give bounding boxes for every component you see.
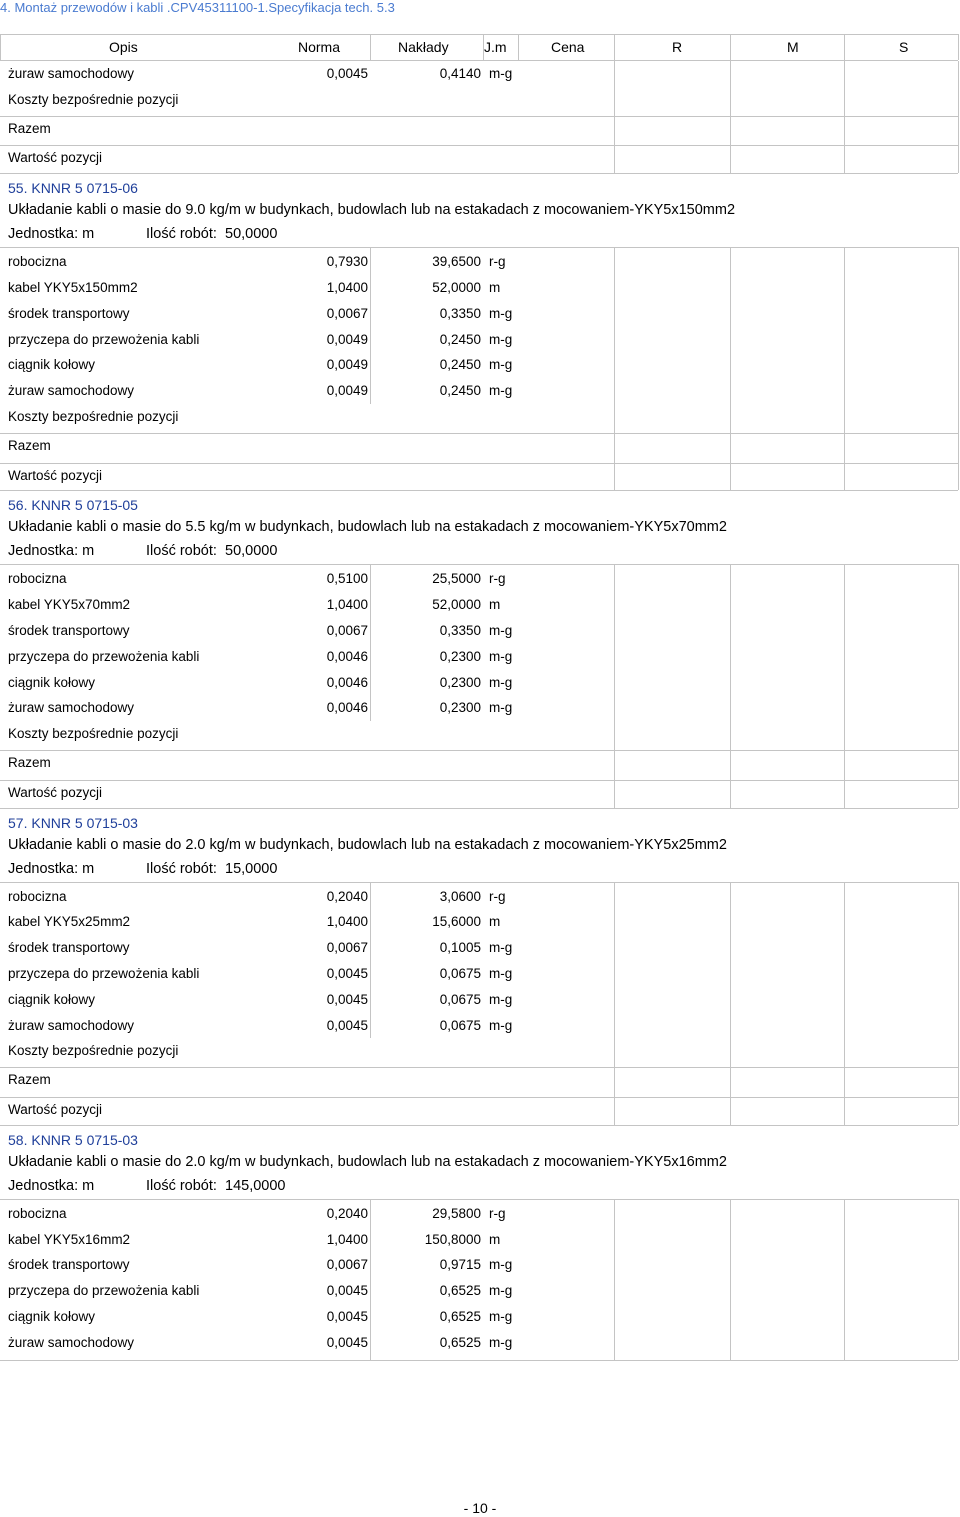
naklady-value: 150,8000	[424, 1231, 481, 1247]
norma-value: 0,7930	[326, 254, 368, 270]
resource-name: ciągnik kołowy	[8, 357, 96, 373]
section-description: Układanie kabli o masie do 2.0 kg/m w budynkach, budowlach lub na estakadach z mocowaniem-YKY5x16mm2	[8, 1153, 727, 1170]
column-divider	[844, 882, 845, 1125]
naklady-value: 0,1005	[439, 940, 481, 956]
resource-name: kabel YKY5x70mm2	[8, 597, 131, 613]
unit-value: m-g	[489, 1017, 513, 1033]
resource-name: środek transportowy	[8, 623, 130, 638]
quantity-value: 15,0000	[225, 860, 278, 877]
naklady-value: 0,2300	[439, 674, 481, 690]
column-divider	[730, 1199, 731, 1360]
unit-value: m-g	[489, 966, 513, 981]
column-divider	[844, 61, 845, 173]
column-divider	[730, 61, 731, 173]
unit-label: Jednostka: m	[8, 226, 95, 243]
quantity-value: 145,0000	[225, 1177, 286, 1194]
wartosc-label: Wartość pozycji	[8, 467, 103, 483]
quantity-value: 50,0000	[225, 543, 278, 560]
column-divider	[730, 564, 731, 807]
norma-value: 1,0400	[326, 280, 368, 295]
unit-value: m-g	[489, 1257, 513, 1273]
unit-value: m-g	[489, 991, 513, 1007]
column-norma: Norma	[298, 39, 341, 55]
naklady-value: 0,6525	[439, 1334, 481, 1350]
resource-name: żuraw samochodowy	[8, 66, 135, 81]
column-divider	[370, 247, 371, 404]
quantity-label: Ilość robót:	[146, 860, 217, 877]
unit-value: r-g	[489, 1205, 506, 1221]
unit-value: m-g	[489, 305, 513, 321]
column-divider	[958, 882, 959, 1125]
section-description: Układanie kabli o masie do 2.0 kg/m w budynkach, budowlach lub na estakadach z mocowaniem-YKY5x25mm2	[8, 836, 727, 853]
naklady-value: 0,2450	[439, 331, 481, 347]
wartosc-label: Wartość pozycji	[8, 1102, 103, 1117]
resource-name: przyczepa do przewożenia kabli	[8, 331, 200, 347]
norma-value: 0,0045	[326, 1283, 368, 1299]
naklady-value: 15,6000	[432, 914, 481, 930]
resource-name: przyczepa do przewożenia kabli	[8, 648, 200, 664]
column-divider	[370, 564, 371, 721]
naklady-value: 0,4140	[439, 66, 481, 81]
naklady-value: 0,2300	[439, 700, 481, 716]
resource-name: żuraw samochodowy	[8, 1334, 135, 1350]
column-divider	[483, 34, 484, 60]
norma-value: 0,0045	[326, 1017, 368, 1033]
resource-name: ciągnik kołowy	[8, 1309, 96, 1324]
column-divider	[370, 1199, 371, 1360]
naklady-value: 0,0675	[439, 1017, 481, 1033]
column-divider	[518, 34, 519, 60]
norma-value: 0,0046	[326, 700, 368, 716]
section-description: Układanie kabli o masie do 9.0 kg/m w budynkach, budowlach lub na estakadach z mocowaniem-YKY5x150mm2	[8, 202, 736, 219]
unit-label: Jednostka: m	[8, 543, 95, 560]
column-header-row	[0, 34, 960, 60]
column-divider	[844, 564, 845, 807]
row-divider	[0, 780, 958, 781]
column-divider	[370, 882, 371, 1039]
column-divider	[958, 34, 959, 60]
norma-value: 0,0046	[326, 648, 368, 664]
koszty-label: Koszty bezpośrednie pozycji	[8, 409, 179, 424]
unit-value: m-g	[489, 66, 513, 81]
naklady-value: 25,5000	[432, 571, 481, 587]
naklady-value: 0,3350	[439, 305, 481, 321]
column-opis: Opis	[109, 39, 138, 55]
naklady-value: 0,0675	[439, 966, 481, 981]
norma-value: 0,0067	[326, 1257, 368, 1273]
naklady-value: 0,2300	[439, 648, 481, 664]
unit-value: m-g	[489, 331, 513, 347]
naklady-value: 0,6525	[439, 1283, 481, 1299]
row-divider	[0, 750, 958, 751]
section-title: 56. KNNR 5 0715-05	[8, 497, 138, 514]
wartosc-label: Wartość pozycji	[8, 150, 103, 166]
naklady-value: 3,0600	[439, 888, 481, 904]
row-divider	[0, 173, 958, 174]
naklady-value: 0,2450	[439, 383, 481, 399]
norma-value: 1,0400	[326, 597, 368, 613]
resource-name: środek transportowy	[8, 940, 130, 956]
quantity-label: Ilość robót:	[146, 543, 217, 560]
unit-value: m	[489, 597, 501, 613]
unit-value: m-g	[489, 1334, 513, 1350]
page-header: 4. Montaż przewodów i kabli .CPV45311100-1.Specyfikacja tech. 5.3	[0, 0, 395, 15]
row-divider	[0, 247, 958, 248]
wartosc-label: Wartość pozycji	[8, 784, 103, 800]
norma-value: 0,2040	[326, 1205, 368, 1221]
unit-label: Jednostka: m	[8, 860, 95, 877]
section-title: 57. KNNR 5 0715-03	[8, 814, 138, 831]
norma-value: 0,5100	[326, 571, 368, 587]
column-cena: Cena	[551, 39, 585, 55]
koszty-label: Koszty bezpośrednie pozycji	[8, 726, 179, 742]
resource-name: robocizna	[8, 571, 67, 587]
unit-value: m	[489, 914, 501, 930]
resource-name: środek transportowy	[8, 1257, 130, 1273]
unit-value: r-g	[489, 571, 506, 587]
norma-value: 0,0046	[326, 674, 368, 690]
koszty-label: Koszty bezpośrednie pozycji	[8, 91, 179, 107]
unit-value: m-g	[489, 940, 513, 956]
resource-name: kabel YKY5x16mm2	[8, 1231, 131, 1247]
column-divider	[614, 1199, 615, 1360]
resource-name: robocizna	[8, 254, 67, 270]
norma-value: 0,0045	[326, 966, 368, 981]
column-divider	[614, 247, 615, 490]
norma-value: 0,0045	[326, 1334, 368, 1350]
row-divider	[0, 882, 958, 883]
naklady-value: 39,6500	[432, 254, 481, 270]
naklady-value: 52,0000	[432, 597, 481, 613]
section-title: 58. KNNR 5 0715-03	[8, 1131, 138, 1148]
column-divider	[730, 247, 731, 490]
unit-value: m-g	[489, 357, 513, 373]
naklady-value: 0,9715	[439, 1257, 481, 1273]
section-title: 55. KNNR 5 0715-06	[8, 180, 138, 197]
resource-name: kabel YKY5x150mm2	[8, 280, 138, 295]
header-bottom-border	[0, 60, 958, 61]
naklady-value: 29,5800	[432, 1205, 481, 1221]
unit-value: r-g	[489, 254, 506, 270]
page-number: - 10 -	[463, 1500, 497, 1516]
razem-label: Razem	[8, 120, 51, 136]
resource-name: robocizna	[8, 1205, 67, 1221]
column-m: M	[787, 39, 799, 55]
column-divider	[614, 882, 615, 1125]
naklady-value: 0,2450	[439, 357, 481, 373]
row-divider	[0, 433, 958, 434]
razem-label: Razem	[8, 1072, 51, 1088]
razem-label: Razem	[8, 437, 51, 453]
row-divider	[0, 1125, 958, 1126]
unit-value: m-g	[489, 700, 513, 716]
column-divider	[958, 61, 959, 173]
norma-value: 0,0067	[326, 940, 368, 956]
row-divider	[0, 145, 958, 146]
column-jm: J.m	[484, 39, 507, 55]
naklady-value: 0,0675	[439, 991, 481, 1007]
column-divider	[614, 34, 615, 60]
row-divider	[0, 564, 958, 565]
naklady-value: 0,3350	[439, 623, 481, 638]
row-divider	[0, 808, 958, 809]
norma-value: 1,0400	[326, 914, 368, 930]
norma-value: 0,0045	[326, 991, 368, 1007]
quantity-label: Ilość robót:	[146, 1177, 217, 1194]
resource-name: przyczepa do przewożenia kabli	[8, 1283, 200, 1299]
row-divider	[0, 1067, 958, 1068]
norma-value: 0,0045	[326, 66, 368, 81]
column-r: R	[672, 39, 683, 55]
norma-value: 0,0049	[326, 357, 368, 373]
row-divider	[0, 116, 958, 117]
row-divider	[0, 1360, 958, 1361]
norma-value: 0,0067	[326, 623, 368, 638]
resource-name: kabel YKY5x25mm2	[8, 914, 131, 930]
unit-label: Jednostka: m	[8, 1177, 95, 1194]
norma-value: 0,0045	[326, 1309, 368, 1324]
column-divider	[730, 34, 731, 60]
resource-name: robocizna	[8, 888, 67, 904]
column-divider	[614, 61, 615, 173]
column-divider	[844, 247, 845, 490]
column-divider	[958, 1199, 959, 1360]
unit-value: m	[489, 280, 501, 295]
column-divider	[370, 34, 371, 60]
unit-value: m	[489, 1231, 501, 1247]
row-divider	[0, 1097, 958, 1098]
resource-name: ciągnik kołowy	[8, 674, 96, 690]
resource-name: żuraw samochodowy	[8, 1017, 135, 1033]
norma-value: 1,0400	[326, 1231, 368, 1247]
column-divider	[958, 247, 959, 490]
column-divider	[730, 882, 731, 1125]
razem-label: Razem	[8, 755, 51, 770]
resource-name: żuraw samochodowy	[8, 383, 135, 399]
resource-name: żuraw samochodowy	[8, 700, 135, 716]
row-divider	[0, 1199, 958, 1200]
resource-name: ciągnik kołowy	[8, 991, 96, 1007]
naklady-value: 0,6525	[439, 1309, 481, 1324]
row-divider	[0, 463, 958, 464]
unit-value: m-g	[489, 383, 513, 399]
row-divider	[0, 490, 958, 491]
unit-value: m-g	[489, 623, 513, 638]
column-divider	[614, 564, 615, 807]
norma-value: 0,2040	[326, 888, 368, 904]
header-top-border	[0, 34, 958, 35]
column-s: S	[899, 39, 909, 55]
column-naklady: Nakłady	[398, 39, 449, 55]
unit-value: m-g	[489, 1283, 513, 1299]
unit-value: m-g	[489, 1309, 513, 1324]
norma-value: 0,0049	[326, 331, 368, 347]
unit-value: r-g	[489, 888, 506, 904]
column-divider	[0, 34, 1, 60]
quantity-label: Ilość robót:	[146, 226, 217, 243]
unit-value: m-g	[489, 674, 513, 690]
resource-name: środek transportowy	[8, 305, 130, 321]
section-description: Układanie kabli o masie do 5.5 kg/m w budynkach, budowlach lub na estakadach z mocowaniem-YKY5x70mm2	[8, 519, 727, 536]
koszty-label: Koszty bezpośrednie pozycji	[8, 1043, 179, 1059]
norma-value: 0,0049	[326, 383, 368, 399]
column-divider	[958, 564, 959, 807]
column-divider	[844, 34, 845, 60]
norma-value: 0,0067	[326, 305, 368, 321]
column-divider	[844, 1199, 845, 1360]
unit-value: m-g	[489, 648, 513, 664]
resource-name: przyczepa do przewożenia kabli	[8, 966, 200, 981]
naklady-value: 52,0000	[432, 280, 481, 295]
quantity-value: 50,0000	[225, 226, 278, 243]
